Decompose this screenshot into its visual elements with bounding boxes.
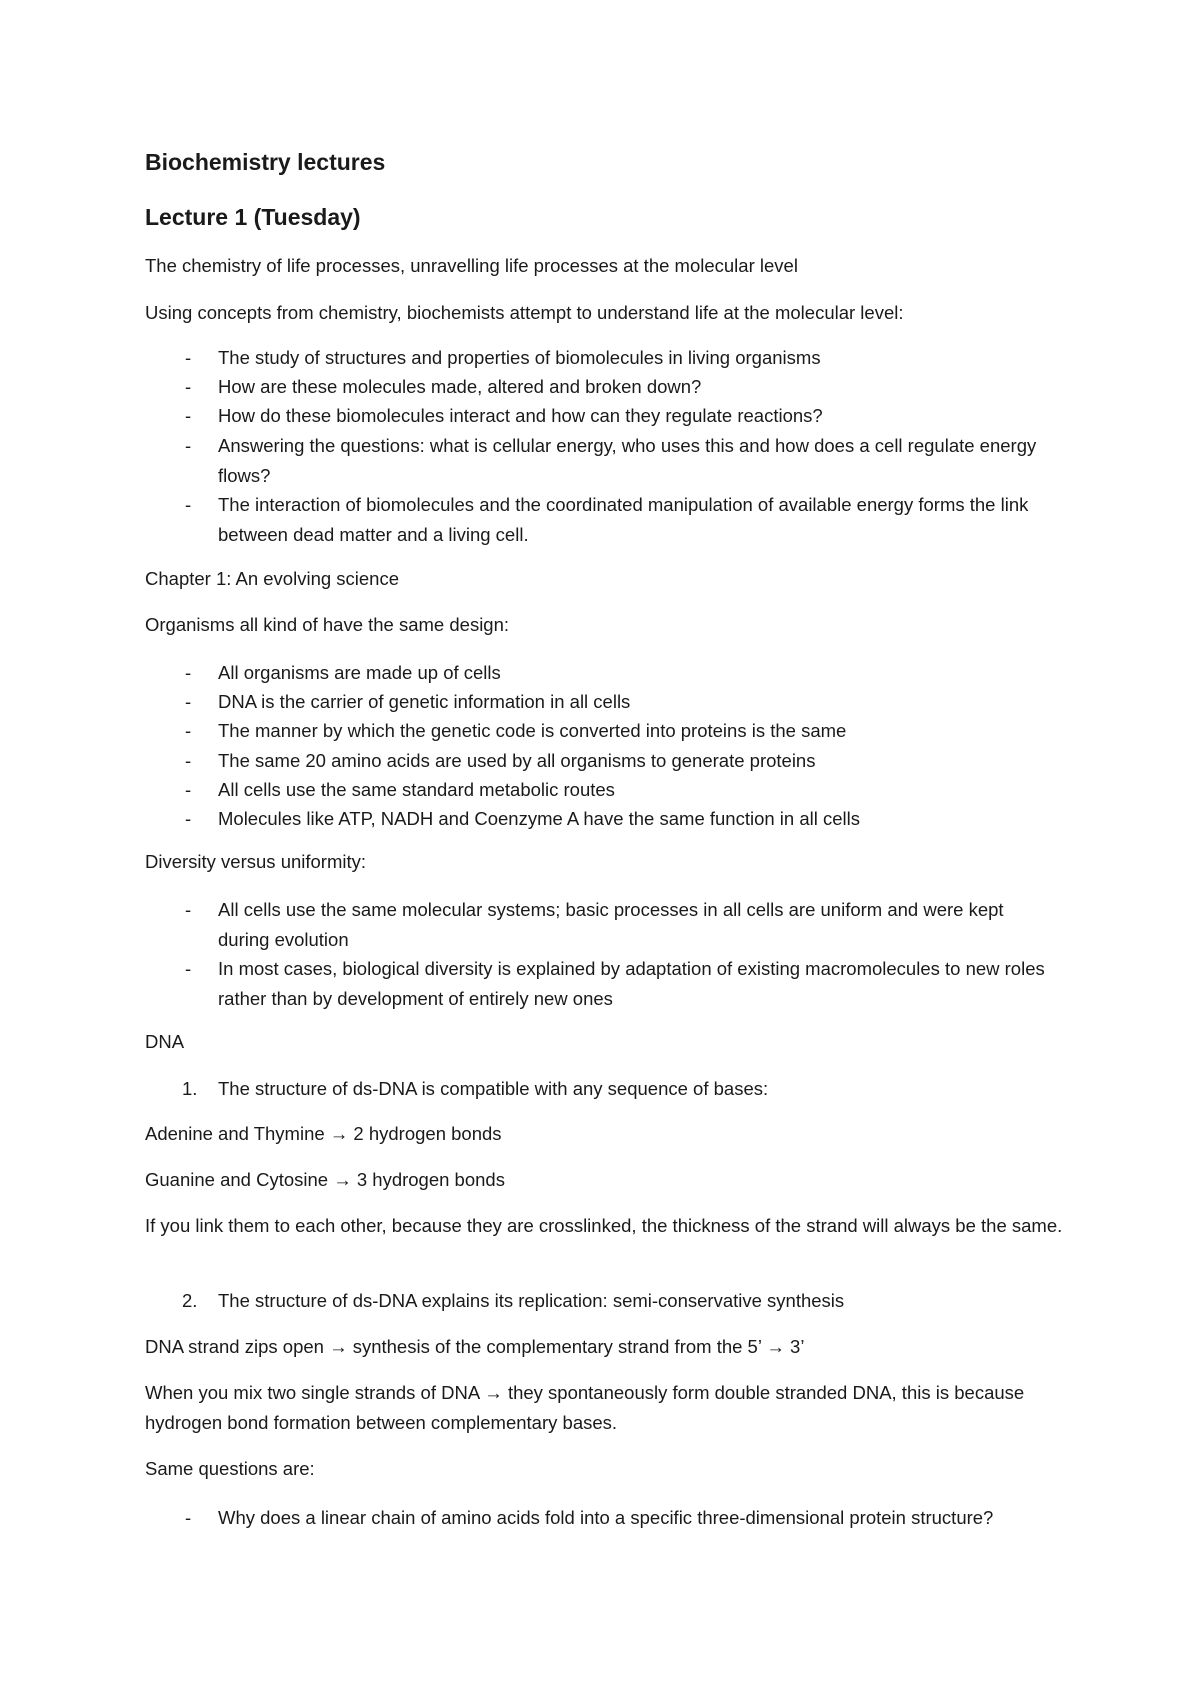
bullet-dash: - — [185, 958, 192, 979]
list-item: In most cases, biological diversity is explained by adaptation of existing macromolecules to new roles rather than by development of entirely new ones — [218, 958, 1045, 1009]
bullet-dash: - — [185, 899, 192, 920]
dna-heading: DNA — [145, 1031, 185, 1052]
numbered-item: The structure of ds-DNA explains its replication: semi-conservative synthesis — [218, 1290, 845, 1311]
chapter-heading: Chapter 1: An evolving science — [145, 568, 400, 589]
list-item: The study of structures and properties of biomolecules in living organisms — [218, 347, 821, 368]
document-title: Biochemistry lectures — [145, 149, 386, 175]
paragraph-diversity: Diversity versus uniformity: — [145, 851, 367, 872]
list-item: All organisms are made up of cells — [218, 662, 501, 683]
bullet-dash: - — [185, 347, 192, 368]
bullet-dash: - — [185, 750, 192, 771]
paragraph-zips-open: DNA strand zips open → synthesis of the complementary strand from the 5’ → 3’ — [145, 1336, 805, 1357]
list-item: Why does a linear chain of amino acids fold into a specific three-dimensional protein structure? — [218, 1507, 994, 1528]
list-item: How do these biomolecules interact and how can they regulate reactions? — [218, 405, 823, 426]
bullet-dash: - — [185, 494, 192, 515]
numbered-item: The structure of ds-DNA is compatible with any sequence of bases: — [218, 1078, 769, 1099]
paragraph-intro: The chemistry of life processes, unravelling life processes at the molecular level — [145, 255, 798, 276]
paragraph-crosslinked: If you link them to each other, because they are crosslinked, the thickness of the strand will always be the same. — [145, 1215, 1063, 1236]
bullet-dash: - — [185, 779, 192, 800]
bullet-dash: - — [185, 435, 192, 456]
bullet-dash: - — [185, 720, 192, 741]
paragraph-concepts: Using concepts from chemistry, biochemists attempt to understand life at the molecular level: — [145, 302, 904, 323]
paragraph-gc: Guanine and Cytosine → 3 hydrogen bonds — [145, 1169, 505, 1190]
paragraph-at: Adenine and Thymine → 2 hydrogen bonds — [145, 1123, 502, 1144]
list-item: DNA is the carrier of genetic information in all cells — [218, 691, 631, 712]
list-number: 1. — [182, 1078, 198, 1099]
list-item: How are these molecules made, altered and broken down? — [218, 376, 702, 397]
list-item: All cells use the same molecular systems; basic processes in all cells are uniform and were kept during evolution — [218, 899, 1004, 950]
list-item: The interaction of biomolecules and the coordinated manipulation of available energy forms the link between dead matter and a living cell. — [218, 494, 1029, 545]
bullet-dash: - — [185, 691, 192, 712]
paragraph-questions: Same questions are: — [145, 1458, 315, 1479]
paragraph-single-strands: When you mix two single strands of DNA → they spontaneously form double stranded DNA, this is because hydrogen bond formation between complementary bases. — [145, 1382, 1025, 1433]
list-item: The same 20 amino acids are used by all organisms to generate proteins — [218, 750, 816, 771]
list-item: Molecules like ATP, NADH and Coenzyme A have the same function in all cells — [218, 808, 860, 829]
list-number: 2. — [182, 1290, 198, 1311]
list-item: Answering the questions: what is cellular energy, who uses this and how does a cell regulate energy flows? — [218, 435, 1037, 486]
bullet-dash: - — [185, 662, 192, 683]
list-item: All cells use the same standard metabolic routes — [218, 779, 615, 800]
paragraph-design: Organisms all kind of have the same design: — [145, 614, 510, 635]
lecture-heading: Lecture 1 (Tuesday) — [145, 204, 361, 230]
list-item: The manner by which the genetic code is converted into proteins is the same — [218, 720, 847, 741]
bullet-dash: - — [185, 376, 192, 397]
bullet-dash: - — [185, 808, 192, 829]
bullet-dash: - — [185, 405, 192, 426]
bullet-dash: - — [185, 1507, 192, 1528]
